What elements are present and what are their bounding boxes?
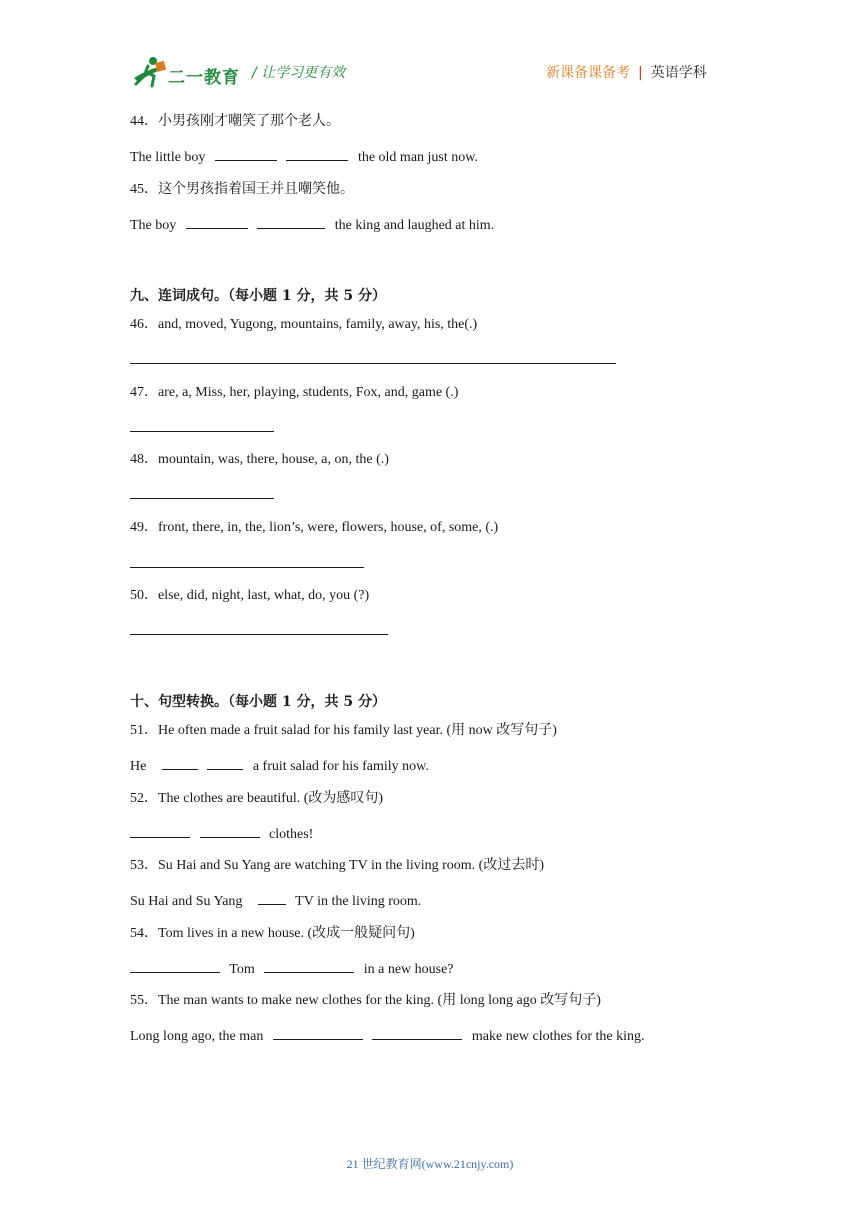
question-50-prompt: 50．else, did, night, last, what, do, you (?) bbox=[130, 588, 370, 603]
question-55-prompt: 55．The man wants to make new clothes for the king. (用 long long ago 改写句子) bbox=[130, 993, 601, 1008]
answer-text: the king and laughed at him. bbox=[334, 218, 495, 233]
question-49-prompt: 49．front, there, in, the, lion’s, were, flowers, house, of, some, (.) bbox=[130, 520, 499, 535]
question-47-prompt: 47．are, a, Miss, her, playing, students, Fox, and, game (.) bbox=[130, 385, 459, 400]
fill-blank[interactable] bbox=[372, 1026, 462, 1040]
answer-text: Su Hai and Su Yang bbox=[130, 894, 243, 909]
question-46-prompt: 46．and, moved, Yugong, mountains, family, away, his, the(.) bbox=[130, 317, 478, 332]
answer-text: the old man just now. bbox=[357, 150, 478, 165]
page-header bbox=[0, 0, 860, 100]
question-52-prompt: 52．The clothes are beautiful. (改为感叹句) bbox=[130, 791, 384, 806]
answer-line[interactable] bbox=[130, 431, 274, 432]
header-course-label: 新课备课备考 bbox=[546, 65, 630, 81]
fill-blank[interactable] bbox=[264, 959, 354, 973]
header-separator: | bbox=[638, 65, 643, 81]
answer-line[interactable] bbox=[130, 634, 388, 635]
answer-line[interactable] bbox=[130, 498, 274, 499]
question-53-answer bbox=[130, 891, 421, 911]
question-55-answer bbox=[130, 1026, 645, 1046]
fill-blank[interactable] bbox=[215, 147, 277, 161]
answer-line[interactable] bbox=[130, 363, 616, 364]
answer-text: clothes! bbox=[269, 827, 314, 842]
fill-blank[interactable] bbox=[286, 147, 348, 161]
fill-blank[interactable] bbox=[130, 959, 220, 973]
page-footer[interactable]: 21 世纪教育网(www.21cnjy.com) bbox=[346, 1157, 514, 1171]
question-52-answer bbox=[130, 824, 313, 844]
question-51-prompt: 51．He often made a fruit salad for his family last year. (用 now 改写句子) bbox=[130, 723, 557, 738]
answer-text: The little boy bbox=[130, 150, 206, 165]
fill-blank[interactable] bbox=[200, 824, 260, 838]
answer-line[interactable] bbox=[130, 567, 364, 568]
header-slogan: / 让学习更有效 bbox=[252, 65, 346, 81]
fill-blank[interactable] bbox=[258, 891, 286, 905]
answer-text: TV in the living room. bbox=[295, 894, 422, 909]
answer-text: The boy bbox=[130, 218, 177, 233]
logo-text: 二一教育 bbox=[168, 68, 240, 88]
question-45-answer bbox=[130, 215, 494, 235]
fill-blank[interactable] bbox=[162, 756, 198, 770]
question-53-prompt: 53．Su Hai and Su Yang are watching TV in the living room. (改过去时) bbox=[130, 858, 545, 873]
question-48-prompt: 48．mountain, was, there, house, a, on, the (.) bbox=[130, 452, 389, 467]
question-51-answer bbox=[130, 756, 429, 776]
answer-text: Long long ago, the man bbox=[130, 1029, 264, 1044]
header-subject-label: 英语学科 bbox=[650, 65, 707, 81]
fill-blank[interactable] bbox=[207, 756, 243, 770]
question-45-prompt: 45．这个男孩指着国王并且嘲笑他。 bbox=[130, 182, 354, 197]
question-54-answer bbox=[130, 959, 454, 979]
question-44-answer bbox=[130, 147, 478, 167]
answer-text: He bbox=[130, 759, 147, 774]
question-44-prompt: 44．小男孩刚才嘲笑了那个老人。 bbox=[130, 114, 340, 129]
answer-text: in a new house? bbox=[363, 962, 454, 977]
section-9-heading: 九、连词成句。（每小题 1 分，共 5 分） bbox=[130, 288, 386, 304]
answer-text: Tom bbox=[229, 962, 255, 977]
runner-logo-icon bbox=[132, 56, 168, 90]
logo bbox=[132, 56, 244, 90]
section-10-heading: 十、句型转换。（每小题 1 分，共 5 分） bbox=[130, 694, 386, 710]
answer-text: a fruit salad for his family now. bbox=[252, 759, 429, 774]
fill-blank[interactable] bbox=[273, 1026, 363, 1040]
fill-blank[interactable] bbox=[257, 215, 325, 229]
question-54-prompt: 54．Tom lives in a new house. (改成一般疑问句) bbox=[130, 926, 415, 941]
answer-text: make new clothes for the king. bbox=[471, 1029, 645, 1044]
fill-blank[interactable] bbox=[130, 824, 190, 838]
header-subject bbox=[546, 62, 707, 82]
fill-blank[interactable] bbox=[186, 215, 248, 229]
